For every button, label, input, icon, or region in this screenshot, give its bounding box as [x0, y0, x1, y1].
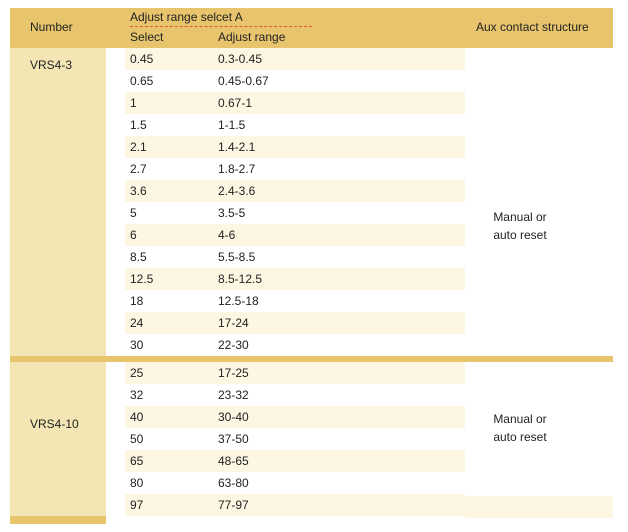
adjust-range-value: 1.8-2.7 — [218, 162, 256, 176]
adjust-range-value: 0.45-0.67 — [218, 74, 269, 88]
table-row — [125, 494, 465, 516]
adjust-range-value: 2.4-3.6 — [218, 184, 256, 198]
group-rows-2 — [125, 362, 465, 516]
adjust-range-value: 17-24 — [218, 316, 249, 330]
aux-line: auto reset — [493, 228, 547, 242]
table-row — [125, 362, 465, 384]
select-value: 40 — [130, 410, 144, 424]
header-adjust: Adjust range — [218, 30, 286, 44]
select-value: 97 — [130, 498, 144, 512]
group-rows-1 — [125, 48, 465, 356]
aux-line: Manual or — [493, 210, 547, 224]
select-value: 6 — [130, 228, 137, 242]
select-value: 25 — [130, 366, 144, 380]
select-value: 0.65 — [130, 74, 154, 88]
adjust-range-value: 0.3-0.45 — [218, 52, 263, 66]
last-row-band — [465, 496, 613, 518]
adjust-range-value: 30-40 — [218, 410, 249, 424]
adjust-range-value: 1.4-2.1 — [218, 140, 256, 154]
header-select: Select — [130, 30, 164, 44]
select-value: 5 — [130, 206, 137, 220]
header-adjust-range: Adjust range selcet A — [130, 10, 243, 24]
group-number: VRS4-10 — [30, 417, 79, 431]
select-value: 50 — [130, 432, 144, 446]
adjust-range-value: 4-6 — [218, 228, 236, 242]
select-value: 1 — [130, 96, 137, 110]
select-value: 2.1 — [130, 140, 147, 154]
table-row — [125, 334, 465, 356]
table-row — [125, 246, 465, 268]
table-row — [125, 428, 465, 450]
table-row — [125, 312, 465, 334]
adjust-range-value: 23-32 — [218, 388, 249, 402]
spec-table — [10, 8, 613, 524]
adjust-range-value: 37-50 — [218, 432, 249, 446]
select-value: 24 — [130, 316, 144, 330]
adjust-range-value: 1-1.5 — [218, 118, 246, 132]
table-row — [125, 48, 465, 70]
bottom-bar — [10, 516, 106, 524]
header-dashed-rule — [130, 26, 312, 27]
header-number: Number — [30, 20, 73, 34]
table-row — [125, 180, 465, 202]
number-column-group-2 — [10, 362, 106, 516]
table-row — [125, 268, 465, 290]
adjust-range-value: 17-25 — [218, 366, 249, 380]
adjust-range-value: 0.67-1 — [218, 96, 253, 110]
table-row — [125, 92, 465, 114]
select-value: 0.45 — [130, 52, 154, 66]
select-value: 8.5 — [130, 250, 147, 264]
group-number: VRS4-3 — [30, 58, 73, 72]
adjust-range-value: 12.5-18 — [218, 294, 259, 308]
select-value: 65 — [130, 454, 144, 468]
select-value: 30 — [130, 338, 144, 352]
adjust-range-value: 5.5-8.5 — [218, 250, 256, 264]
select-value: 3.6 — [130, 184, 147, 198]
table-row — [125, 384, 465, 406]
table-row — [125, 406, 465, 428]
table-row — [125, 290, 465, 312]
select-value: 32 — [130, 388, 144, 402]
aux-line: auto reset — [493, 430, 547, 444]
number-column-group-1 — [10, 48, 106, 356]
table-row — [125, 472, 465, 494]
select-value: 2.7 — [130, 162, 147, 176]
table-row — [125, 70, 465, 92]
aux-contact-text — [480, 410, 560, 446]
table-row — [125, 224, 465, 246]
adjust-range-value: 22-30 — [218, 338, 249, 352]
table-row — [125, 136, 465, 158]
adjust-range-value: 48-65 — [218, 454, 249, 468]
header-aux-contact: Aux contact structure — [476, 20, 589, 34]
adjust-range-value: 63-80 — [218, 476, 249, 490]
select-value: 18 — [130, 294, 144, 308]
adjust-range-value: 8.5-12.5 — [218, 272, 263, 286]
aux-contact-text — [480, 208, 560, 244]
table-row — [125, 202, 465, 224]
select-value: 1.5 — [130, 118, 147, 132]
table-row — [125, 158, 465, 180]
table-row — [125, 114, 465, 136]
select-value: 80 — [130, 476, 144, 490]
adjust-range-value: 3.5-5 — [218, 206, 246, 220]
aux-line: Manual or — [493, 412, 547, 426]
select-value: 12.5 — [130, 272, 154, 286]
adjust-range-value: 77-97 — [218, 498, 249, 512]
table-header — [10, 8, 613, 48]
table-row — [125, 450, 465, 472]
